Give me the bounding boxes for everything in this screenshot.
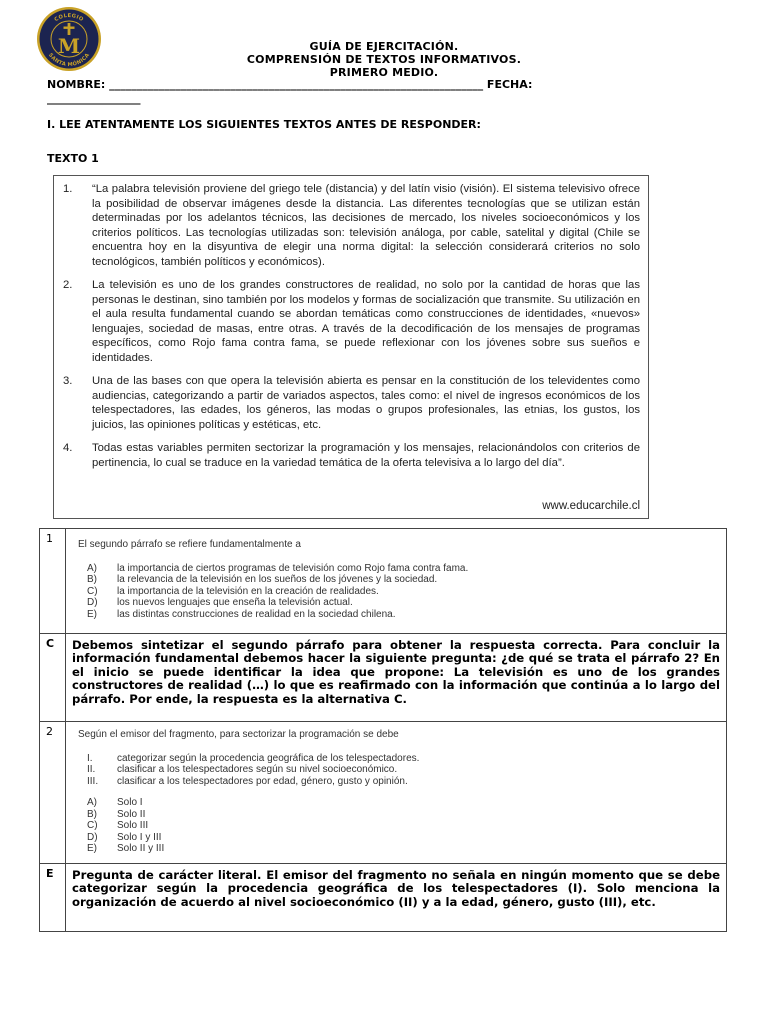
- paragraph-number: 4.: [63, 442, 73, 454]
- option-c[interactable]: C) la importancia de la televisión en la creación de realidades.: [87, 585, 379, 597]
- question-stem: Según el emisor del fragmento, para sectorizar la programación se debe: [78, 729, 399, 740]
- option-e[interactable]: E) las distintas construcciones de realidad en la sociedad chilena.: [87, 608, 396, 620]
- answer-row: [40, 863, 726, 931]
- source-paragraph: [62, 441, 640, 470]
- questions-table: [39, 528, 727, 932]
- option-d[interactable]: D) los nuevos lenguajes que enseña la televisión actual.: [87, 597, 353, 608]
- paragraph-text: Todas estas variables permiten sectorizar la programación y los mensajes, relacionándolos con criterios de pertinencia, lo cual se traduce en la variedad temática de la oferta televisiva a lo largo del día”.: [92, 442, 640, 469]
- option-a[interactable]: A) Solo I: [87, 797, 143, 808]
- guide-title: GUÍA DE EJERCITACIÓN.: [309, 40, 459, 53]
- option-b[interactable]: B) la relevancia de la televisión en los sueños de los jóvenes y la sociedad.: [87, 574, 438, 585]
- question-row: [40, 721, 726, 863]
- answer-row: [40, 633, 726, 721]
- question-options: [87, 563, 720, 621]
- paragraph-text: Una de las bases con que opera la televisión abierta es pensar en la constitución de los televidentes como audiencias, categorizando a partir de variados aspectos, tales como: el nivel de ingresos económicos de los telespectadores, las edades, los géneros, las modas o grupos profesionales, las etnias, los gustos, los juicios, las opiniones políticas y estéticas, etc.: [92, 375, 640, 431]
- answer-explanation: Debemos sintetizar el segundo párrafo para obtener la respuesta correcta. Para concluir la información fundamental debemos hacer la siguiente pregunta: ¿de qué se trata el párrafo 2? En el inicio se puede identificar la idea que propone: La televisión es uno de los grandes constructores de realidad (…) lo que es reafirmado con la información que continúa a lo largo del párrafo. Por ende, la respuesta es la alternativa C.: [72, 638, 720, 706]
- logo-text-bottom: SANTA MÓNICA: [46, 52, 92, 69]
- question-number: 1: [40, 529, 66, 633]
- paragraph-text: “La palabra televisión proviene del griego tele (distancia) y del latín visio (visión). El sistema televisivo ofrece la posibilidad de observar imágenes desde la distancia. Las diferentes tecnologías que se utilizan están determinadas por los adelantos técnicos, las decisiones de mercado, los niveles socioeconómicos y los criterios políticos. Las tecnologías utilizadas son: televisión análoga, por cable, satelital y digital (Chile se encuentra hoy en la disyuntiva de elegir una norma digital: la selección considerará criterios no solo tecnológicos, también políticos y económicos).: [92, 183, 640, 268]
- option-c[interactable]: C) Solo III: [87, 820, 149, 831]
- option-d[interactable]: D) Solo I y III: [87, 831, 162, 843]
- guide-level: PRIMERO MEDIO.: [329, 66, 439, 79]
- logo-letter: M: [57, 34, 81, 58]
- question-statements: [87, 753, 720, 788]
- source-paragraph: [62, 374, 640, 432]
- texto-label: TEXTO 1: [47, 152, 99, 165]
- statement-ii: II. clasificar a los telespectadores según su nivel socioeconómico.: [87, 764, 398, 775]
- nombre-fecha-line[interactable]: NOMBRE: ____________________________________________________________________ FECHA:: [47, 78, 533, 91]
- option-b[interactable]: B) Solo II: [87, 808, 146, 820]
- answer-key: C: [40, 634, 66, 721]
- statement-i: I. categorizar según la procedencia geográfica de los telespectadores.: [87, 752, 420, 764]
- guide-subtitle: COMPRENSIÓN DE TEXTOS INFORMATIVOS.: [246, 53, 522, 66]
- paragraph-number: 1.: [63, 183, 73, 195]
- source-url: www.educarchile.cl: [542, 500, 640, 512]
- source-paragraph: [62, 182, 640, 269]
- paragraph-number: 3.: [63, 375, 73, 387]
- logo-text-top: COLEGIO: [53, 12, 85, 24]
- answer-key: E: [40, 864, 66, 931]
- question-stem: El segundo párrafo se refiere fundamentalmente a: [78, 539, 301, 550]
- paragraph-text: La televisión es uno de los grandes constructores de realidad, no solo por la cantidad de horas que las personas le destinan, sino también por los modelos y formas de socialización que transmite. Su utilización en el aula resulta fundamental cuando se abordan temáticas como construcciones de identidades, «nuevos» lenguajes, sociedad de masas, entre otras. A través de la decodificación de los mensajes de programas específicos, como Rojo fama contra fama, se puede reflexionar con los jóvenes sobre sus sueños e identidades.: [92, 279, 640, 364]
- option-a[interactable]: A) la importancia de ciertos programas de televisión como Rojo fama contra fama.: [87, 562, 469, 574]
- fecha-blank-line[interactable]: _________________: [47, 92, 141, 105]
- statement-iii: III. clasificar a los telespectadores por edad, género, gusto y opinión.: [87, 775, 408, 787]
- paragraph-number: 2.: [63, 279, 73, 291]
- option-e[interactable]: E) Solo II y III: [87, 843, 165, 854]
- instruction-heading: I. LEE ATENTAMENTE LOS SIGUIENTES TEXTOS ANTES DE RESPONDER:: [47, 118, 481, 131]
- source-paragraph: [62, 278, 640, 365]
- source-text-box: [53, 175, 649, 519]
- answer-explanation: Pregunta de carácter literal. El emisor del fragmento no señala en ningún momento que se debe categorizar según la procedencia geográfica de los telespectadores (I). Solo menciona la organización de acuerdo al nivel socioeconómico (II) y a la edad, género, gusto (III), etc.: [72, 868, 720, 909]
- question-number: 2: [40, 722, 66, 863]
- question-options: [87, 797, 720, 855]
- question-row: [40, 529, 726, 633]
